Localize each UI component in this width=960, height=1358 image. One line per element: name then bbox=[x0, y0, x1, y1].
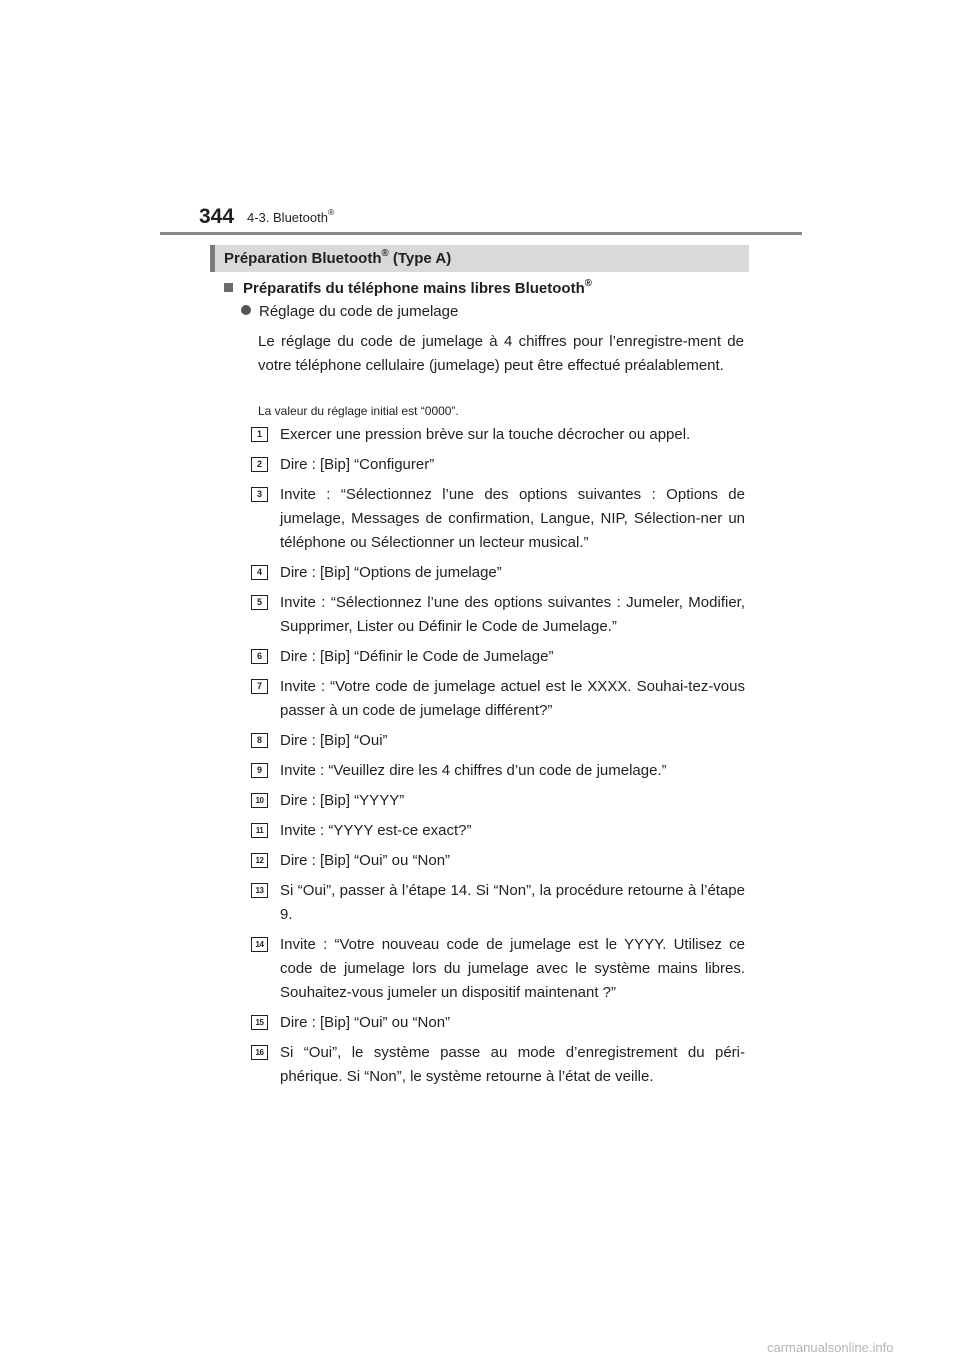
step-item bbox=[251, 933, 745, 1005]
step-text: Invite : “Sélectionnez l’une des options suivantes : Jumeler, Modifier, Supprimer, Lister ou Définir le Code de Jumelage.” bbox=[280, 594, 745, 635]
step-number: 13 bbox=[251, 883, 268, 898]
step-text: Dire : [Bip] “Options de jumelage” bbox=[280, 564, 502, 581]
step-text: Exercer une pression brève sur la touche décrocher ou appel. bbox=[280, 426, 691, 443]
step-text: Invite : “Veuillez dire les 4 chiffres d’un code de jumelage.” bbox=[280, 762, 667, 779]
step-item bbox=[251, 453, 745, 477]
step-text: Si “Oui”, le système passe au mode d’enregistrement du péri-phérique. Si “Non”, le système retourne à l’état de veille. bbox=[280, 1044, 745, 1085]
square-bullet-icon bbox=[224, 283, 233, 292]
step-item bbox=[251, 645, 745, 669]
step-text: Dire : [Bip] “YYYY” bbox=[280, 792, 405, 809]
step-text: Dire : [Bip] “Définir le Code de Jumelage” bbox=[280, 648, 554, 665]
step-number: 10 bbox=[251, 793, 268, 808]
step-item bbox=[251, 561, 745, 585]
bullet-item bbox=[241, 303, 458, 320]
step-item bbox=[251, 819, 745, 843]
step-text: Dire : [Bip] “Oui” ou “Non” bbox=[280, 1014, 451, 1031]
section-title-text: Préparation Bluetooth bbox=[224, 250, 382, 267]
step-text: Dire : [Bip] “Oui” bbox=[280, 732, 388, 749]
step-item bbox=[251, 591, 745, 639]
sub-heading-registered-mark: ® bbox=[584, 277, 592, 289]
step-text: Dire : [Bip] “Configurer” bbox=[280, 456, 435, 473]
section-bar bbox=[210, 245, 749, 272]
sub-heading bbox=[224, 277, 592, 297]
step-text: Invite : “Votre code de jumelage actuel est le XXXX. Souhai-tez-vous passer à un code de jumelage différent?” bbox=[280, 678, 745, 719]
step-item bbox=[251, 483, 745, 555]
step-number: 12 bbox=[251, 853, 268, 868]
step-number: 5 bbox=[251, 595, 268, 610]
step-item bbox=[251, 879, 745, 927]
chapter-title bbox=[247, 207, 335, 225]
step-text: Si “Oui”, passer à l’étape 14. Si “Non”, la procédure retourne à l’étape 9. bbox=[280, 882, 745, 923]
step-number: 6 bbox=[251, 649, 268, 664]
note-text: La valeur du réglage initial est “0000”. bbox=[258, 404, 459, 418]
step-item bbox=[251, 789, 745, 813]
step-text: Invite : “Votre nouveau code de jumelage est le YYYY. Utilisez ce code de jumelage lors du jumelage avec le système mains libres. Souhaitez-vous jumeler un dispositif maintenant ?” bbox=[280, 936, 745, 1001]
bullet-item-text: Réglage du code de jumelage bbox=[259, 303, 459, 320]
chapter-text: 4-3. Bluetooth bbox=[247, 210, 328, 225]
registered-mark: ® bbox=[327, 207, 335, 218]
step-number: 9 bbox=[251, 763, 268, 778]
step-text: Dire : [Bip] “Oui” ou “Non” bbox=[280, 852, 451, 869]
step-number: 3 bbox=[251, 487, 268, 502]
step-text: Invite : “YYYY est-ce exact?” bbox=[280, 822, 472, 839]
step-number: 4 bbox=[251, 565, 268, 580]
step-number: 14 bbox=[251, 937, 268, 952]
section-registered-mark: ® bbox=[381, 247, 389, 259]
section-bar-edge bbox=[210, 245, 215, 272]
step-item bbox=[251, 1011, 745, 1035]
step-number: 7 bbox=[251, 679, 268, 694]
step-number: 16 bbox=[251, 1045, 268, 1060]
steps-list bbox=[251, 420, 745, 1095]
watermark: carmanualsonline.info bbox=[767, 1340, 894, 1355]
step-number: 8 bbox=[251, 733, 268, 748]
section-title bbox=[224, 247, 452, 267]
step-item bbox=[251, 729, 745, 753]
step-number: 2 bbox=[251, 457, 268, 472]
header-rule bbox=[160, 232, 802, 235]
step-item bbox=[251, 849, 745, 873]
step-number: 15 bbox=[251, 1015, 268, 1030]
intro-paragraph: Le réglage du code de jumelage à 4 chiffres pour l’enregistre-ment de votre téléphone cellulaire (jumelage) peut être effectué préalablement. bbox=[258, 333, 744, 374]
sub-heading-text: Préparatifs du téléphone mains libres Bluetooth bbox=[243, 280, 585, 297]
step-item bbox=[251, 759, 745, 783]
step-item bbox=[251, 423, 745, 447]
step-text: Invite : “Sélectionnez l’une des options suivantes : Options de jumelage, Messages de confirmation, Langue, NIP, Sélection-ner un téléphone ou Sélectionner un lecteur musical.” bbox=[280, 486, 745, 551]
section-title-suffix: (Type A) bbox=[388, 250, 452, 267]
step-number: 1 bbox=[251, 427, 268, 442]
step-number: 11 bbox=[251, 823, 268, 838]
page-number: 344 bbox=[199, 205, 235, 228]
step-item bbox=[251, 675, 745, 723]
circle-bullet-icon bbox=[241, 305, 251, 315]
step-item bbox=[251, 1041, 745, 1089]
